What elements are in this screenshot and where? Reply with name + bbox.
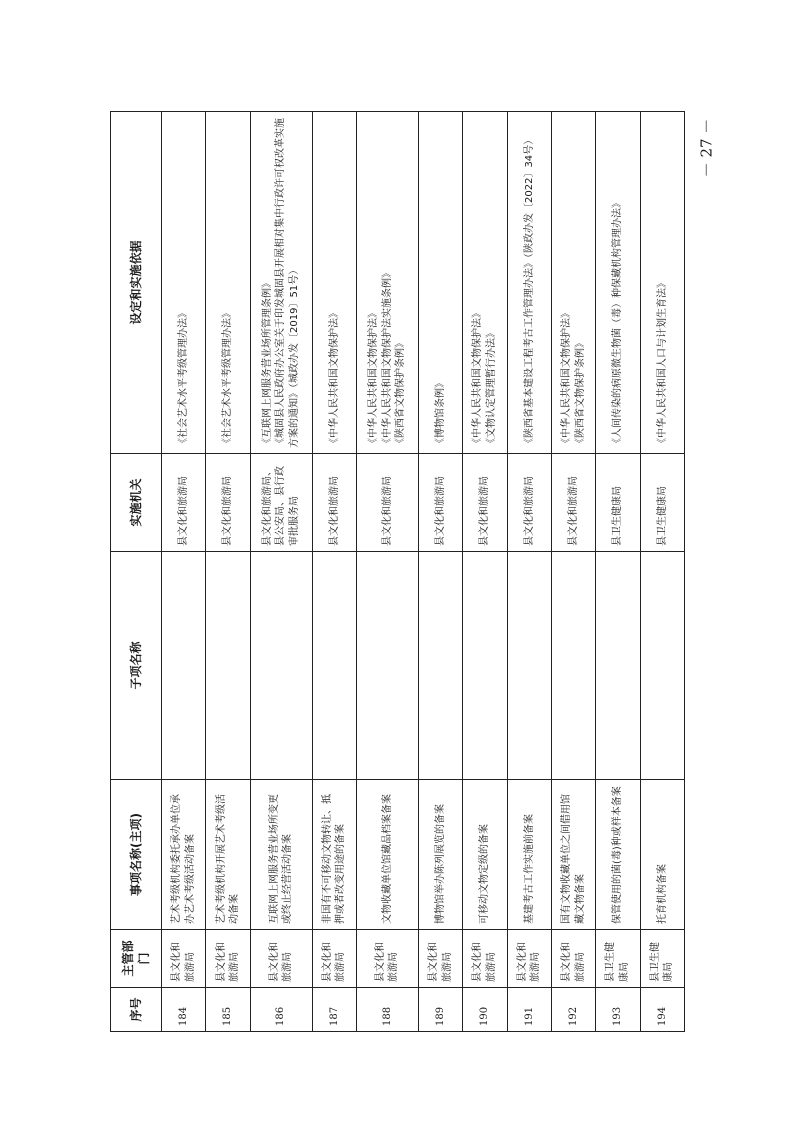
cell-department: 县文化和旅游局 bbox=[463, 930, 507, 988]
cell-implementing-agency: 县文化和旅游局 bbox=[463, 454, 507, 552]
cell-item-name: 非国有不可移动文物转让、抵押或者改变用途的备案 bbox=[312, 780, 356, 930]
cell-implementing-agency: 县文化和旅游局 bbox=[356, 454, 418, 552]
cell-implementing-agency: 县卫生健康局 bbox=[596, 454, 640, 552]
cell-implementing-agency: 县文化和旅游局 bbox=[162, 454, 206, 552]
basis-line: 《中华人民共和国文物保护法》 bbox=[561, 308, 573, 448]
table-row bbox=[596, 112, 640, 1032]
cell-legal-basis bbox=[312, 112, 356, 454]
cell-department: 县卫生健康局 bbox=[596, 930, 640, 988]
table-row bbox=[463, 112, 507, 1032]
cell-legal-basis bbox=[418, 112, 462, 454]
cell-subitem-name bbox=[356, 552, 418, 780]
table-row bbox=[640, 112, 684, 1032]
cell-serial: 184 bbox=[162, 988, 206, 1032]
cell-subitem-name bbox=[507, 552, 551, 780]
table-row bbox=[312, 112, 356, 1032]
cell-serial: 188 bbox=[356, 988, 418, 1032]
basis-line: 《中华人民共和国文物保护法》 bbox=[368, 308, 380, 448]
cell-legal-basis bbox=[463, 112, 507, 454]
cell-department: 县文化和旅游局 bbox=[250, 930, 312, 988]
cell-department: 县文化和旅游局 bbox=[312, 930, 356, 988]
table-row bbox=[162, 112, 206, 1032]
cell-item-name: 托育机构备案 bbox=[640, 780, 684, 930]
header-implementing-agency: 实施机关 bbox=[111, 454, 162, 552]
cell-department: 县文化和旅游局 bbox=[507, 930, 551, 988]
table-row bbox=[551, 112, 595, 1032]
cell-legal-basis bbox=[640, 112, 684, 454]
basis-line: 《陕西省文物保护条例》 bbox=[395, 338, 407, 448]
header-legal-basis: 设定和实施依据 bbox=[111, 112, 162, 454]
cell-item-name: 基建考古工作实施前备案 bbox=[507, 780, 551, 930]
cell-serial: 193 bbox=[596, 988, 640, 1032]
cell-item-name: 互联网上网服务营业场所变更或终止经营活动备案 bbox=[250, 780, 312, 930]
basis-line: 《博物馆条例》 bbox=[434, 378, 446, 448]
table-body bbox=[162, 112, 685, 1032]
page-number: － 27 － bbox=[697, 118, 716, 178]
basis-line: 《中华人民共和国文物保护法》 bbox=[328, 308, 340, 448]
header-subitem-name: 子项名称 bbox=[111, 552, 162, 780]
cell-serial: 185 bbox=[206, 988, 250, 1032]
table-row bbox=[250, 112, 312, 1032]
basis-line: 《社会艺术水平考级管理办法》 bbox=[177, 308, 189, 448]
basis-line: 《文物认定管理暂行办法》 bbox=[485, 328, 497, 448]
cell-subitem-name bbox=[418, 552, 462, 780]
cell-subitem-name bbox=[551, 552, 595, 780]
cell-legal-basis bbox=[507, 112, 551, 454]
basis-line: 《中华人民共和国文物保护法》 bbox=[472, 308, 484, 448]
basis-line: 《人间传染的病原微生物菌（毒）种保藏机构管理办法》 bbox=[612, 198, 624, 448]
cell-subitem-name bbox=[640, 552, 684, 780]
cell-subitem-name bbox=[312, 552, 356, 780]
basis-line: 《中华人民共和国人口与计划生育法》 bbox=[656, 278, 668, 448]
cell-item-name: 文物收藏单位馆藏品档案备案 bbox=[356, 780, 418, 930]
cell-department: 县文化和旅游局 bbox=[162, 930, 206, 988]
basis-line: 《互联网上网服务营业场所管理条例》 bbox=[261, 278, 273, 448]
cell-serial: 190 bbox=[463, 988, 507, 1032]
table-row bbox=[418, 112, 462, 1032]
cell-implementing-agency: 县卫生健康局 bbox=[640, 454, 684, 552]
cell-implementing-agency: 县文化和旅游局 bbox=[418, 454, 462, 552]
cell-legal-basis bbox=[206, 112, 250, 454]
cell-implementing-agency: 县文化和旅游局 bbox=[206, 454, 250, 552]
cell-subitem-name bbox=[250, 552, 312, 780]
cell-item-name: 博物馆举办陈列展览的备案 bbox=[418, 780, 462, 930]
cell-legal-basis bbox=[596, 112, 640, 454]
cell-serial: 194 bbox=[640, 988, 684, 1032]
cell-item-name: 可移动文物定级的备案 bbox=[463, 780, 507, 930]
cell-subitem-name bbox=[596, 552, 640, 780]
basis-line: 《陕西省基本建设工程考古工作管理办法》（陕政办发〔2022〕34号） bbox=[523, 134, 535, 448]
cell-item-name: 国有文物收藏单位之间借用馆藏文物备案 bbox=[551, 780, 595, 930]
header-department: 主管部门 bbox=[111, 930, 162, 988]
header-item-name: 事项名称(主项) bbox=[111, 780, 162, 930]
cell-department: 县文化和旅游局 bbox=[356, 930, 418, 988]
cell-department: 县文化和旅游局 bbox=[551, 930, 595, 988]
cell-department: 县文化和旅游局 bbox=[206, 930, 250, 988]
header-serial: 序号 bbox=[111, 988, 162, 1032]
cell-implementing-agency: 县文化和旅游局 bbox=[312, 454, 356, 552]
table-row bbox=[356, 112, 418, 1032]
basis-line: 《社会艺术水平考级管理办法》 bbox=[222, 308, 234, 448]
basis-line: 《中华人民共和国文物保护法实施条例》 bbox=[381, 268, 393, 448]
cell-item-name: 保管使用的菌(毒)种或样本备案 bbox=[596, 780, 640, 930]
cell-legal-basis bbox=[250, 112, 312, 454]
table-row bbox=[507, 112, 551, 1032]
cell-implementing-agency: 县文化和旅游局、县公安局、县行政审批服务局 bbox=[250, 454, 312, 552]
cell-legal-basis bbox=[551, 112, 595, 454]
table-container bbox=[110, 112, 685, 1032]
items-table bbox=[110, 111, 685, 1032]
cell-subitem-name bbox=[162, 552, 206, 780]
table-header-row bbox=[111, 112, 162, 1032]
cell-serial: 186 bbox=[250, 988, 312, 1032]
cell-legal-basis bbox=[162, 112, 206, 454]
cell-implementing-agency: 县文化和旅游局 bbox=[507, 454, 551, 552]
cell-serial: 189 bbox=[418, 988, 462, 1032]
cell-subitem-name bbox=[206, 552, 250, 780]
table-row bbox=[206, 112, 250, 1032]
cell-department: 县文化和旅游局 bbox=[418, 930, 462, 988]
cell-item-name: 艺术考级机构开展艺术考级活动备案 bbox=[206, 780, 250, 930]
basis-line: 《城固县人民政府办公室关于印发城固县开展相对集中行政许可权改革实施方案的通知》（城政办发〔2019〕51号） bbox=[275, 118, 300, 448]
cell-serial: 191 bbox=[507, 988, 551, 1032]
cell-serial: 192 bbox=[551, 988, 595, 1032]
cell-implementing-agency: 县文化和旅游局 bbox=[551, 454, 595, 552]
cell-legal-basis bbox=[356, 112, 418, 454]
cell-serial: 187 bbox=[312, 988, 356, 1032]
cell-department: 县卫生健康局 bbox=[640, 930, 684, 988]
basis-line: 《陕西省文物保护条例》 bbox=[574, 338, 586, 448]
cell-item-name: 艺术考级机构委托承办单位承办艺术考级活动备案 bbox=[162, 780, 206, 930]
cell-subitem-name bbox=[463, 552, 507, 780]
